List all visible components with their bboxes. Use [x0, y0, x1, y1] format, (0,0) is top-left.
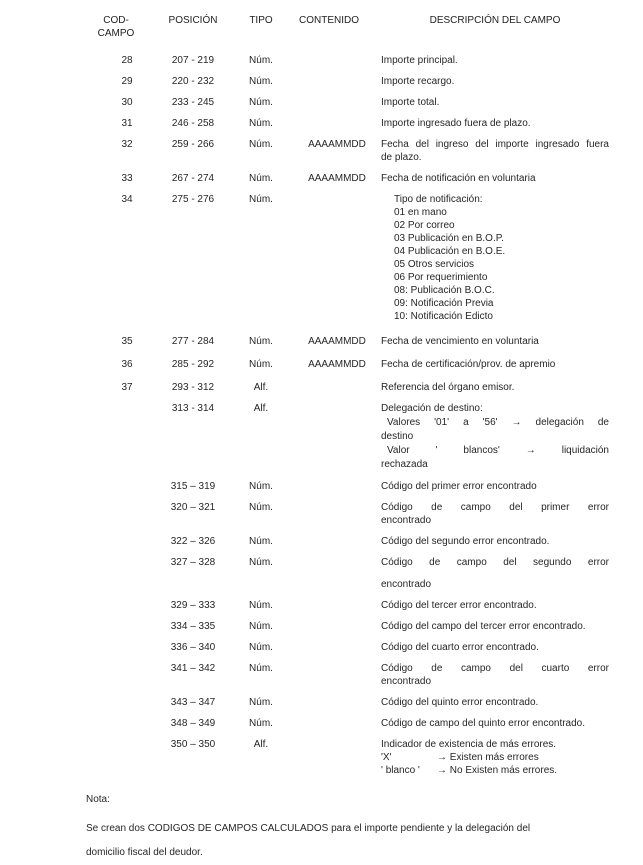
cell-desc: Fecha de vencimiento en voluntaria	[381, 336, 539, 347]
cell-pos: 350 – 350	[170, 739, 216, 750]
value-text: → No Existen más errores.	[437, 765, 558, 776]
cell-tipo: Núm.	[249, 194, 273, 205]
value-key: ' blanco '	[381, 765, 420, 776]
cell-cod: 33	[121, 173, 133, 184]
table-row	[0, 501, 643, 527]
cell-pos: 336 – 340	[170, 642, 216, 653]
table-row	[0, 620, 643, 633]
desc-line: de plazo.	[381, 152, 422, 163]
list-item: 03 Publicación en B.O.P.	[394, 233, 504, 244]
note-section	[86, 793, 643, 865]
value-mapping	[381, 751, 609, 764]
desc-title: Indicador de existencia de más errores.	[381, 739, 557, 750]
table-row	[0, 662, 643, 688]
desc-line: Código de campo del primer error	[381, 502, 609, 513]
header-contenido: CONTENIDO	[299, 15, 359, 26]
cell-cod: 28	[121, 55, 133, 66]
table-row	[0, 75, 643, 88]
cell-tipo: Núm.	[249, 336, 273, 347]
cell-pos: 285 - 292	[171, 359, 215, 370]
table-row	[0, 381, 643, 394]
cell-cont: AAAAMMDD	[308, 139, 366, 150]
cell-tipo: Núm.	[249, 663, 273, 674]
header-tipo: TIPO	[249, 15, 273, 26]
cell-desc: Código del tercer error encontrado.	[381, 600, 537, 611]
cell-cod: 29	[121, 76, 133, 87]
table-row	[0, 172, 643, 185]
desc-line: encontrado	[381, 676, 432, 687]
cell-tipo: Núm.	[249, 55, 273, 66]
cell-cod: 35	[121, 336, 133, 347]
list-item: 09: Notificación Previa	[394, 298, 494, 309]
cell-pos: 329 – 333	[170, 600, 216, 611]
cell-pos: 334 – 335	[170, 621, 216, 632]
value-key: 'X'	[381, 752, 392, 763]
header-posicion: POSICIÓN	[168, 15, 218, 26]
value-mapping	[381, 764, 609, 777]
cell-desc	[381, 556, 609, 591]
table-row	[0, 696, 643, 709]
cell-cod: 32	[121, 139, 133, 150]
desc-line: Valor ' blancos' → liquidación	[387, 445, 609, 456]
desc-title: Tipo de notificación:	[394, 194, 483, 205]
cell-tipo: Núm.	[249, 697, 273, 708]
cell-pos: 246 - 258	[171, 118, 215, 129]
list-item: 08: Publicación B.O.C.	[394, 285, 495, 296]
cell-pos: 293 - 312	[171, 382, 215, 393]
table-row	[0, 54, 643, 67]
cell-pos: 267 - 274	[171, 173, 215, 184]
cell-tipo: Núm.	[249, 557, 273, 568]
table-row	[0, 641, 643, 654]
cell-cod: 30	[121, 97, 133, 108]
cell-tipo: Núm.	[249, 97, 273, 108]
list-item: 05 Otros servicios	[394, 259, 475, 270]
table-row	[0, 402, 643, 472]
cell-tipo: Núm.	[249, 118, 273, 129]
table-row	[0, 717, 643, 730]
cell-cod: 34	[121, 194, 133, 205]
table-row	[0, 193, 643, 323]
cell-desc: Importe ingresado fuera de plazo.	[381, 118, 531, 129]
cell-pos: 320 – 321	[170, 502, 216, 513]
list-item: 04 Publicación en B.O.E.	[394, 246, 506, 257]
cell-tipo: Núm.	[249, 481, 273, 492]
cell-pos: 207 - 219	[171, 55, 215, 66]
table-row	[0, 480, 643, 493]
cell-tipo: Alf.	[253, 403, 269, 414]
cell-desc: Código del campo del tercer error encontrado.	[381, 621, 586, 632]
desc-line: encontrado	[381, 515, 432, 526]
cell-pos: 275 - 276	[171, 194, 215, 205]
cell-tipo: Núm.	[249, 139, 273, 150]
cell-tipo: Núm.	[249, 600, 273, 611]
note-line: domicilio fiscal del deudor.	[86, 847, 203, 858]
cell-tipo: Núm.	[249, 359, 273, 370]
table-row	[0, 738, 643, 777]
cell-desc	[381, 662, 609, 688]
cell-cod: 36	[121, 359, 133, 370]
cell-desc: Fecha de notificación en voluntaria	[381, 173, 536, 184]
list-item: 10: Notificación Edicto	[394, 311, 493, 322]
list-item: 01 en mano	[394, 207, 447, 218]
cell-cod: 37	[121, 382, 133, 393]
note-paragraph	[86, 817, 576, 865]
cell-tipo: Núm.	[249, 536, 273, 547]
table-row	[0, 535, 643, 548]
cell-tipo: Núm.	[249, 173, 273, 184]
cell-pos: 341 – 342	[170, 663, 216, 674]
cell-pos: 233 - 245	[171, 97, 215, 108]
table-row	[0, 117, 643, 130]
cell-desc: Importe recargo.	[381, 76, 455, 87]
desc-line: Código de campo del segundo error	[381, 557, 609, 568]
list-item: 02 Por correo	[394, 220, 455, 231]
cell-pos: 343 – 347	[170, 697, 216, 708]
header-descripcion: DESCRIPCIÓN DEL CAMPO	[429, 15, 561, 26]
cell-tipo: Alf.	[253, 739, 269, 750]
note-label: Nota:	[86, 794, 110, 805]
cell-tipo: Núm.	[249, 76, 273, 87]
desc-line: destino	[381, 431, 414, 442]
cell-desc: Fecha de certificación/prov. de apremio	[381, 359, 556, 370]
desc-line: Fecha del ingreso del importe ingresado fuera	[381, 139, 609, 150]
table-header-row	[0, 14, 643, 40]
desc-line: rechazada	[381, 459, 428, 470]
desc-line: Código de campo del cuarto error	[381, 663, 609, 674]
cell-pos: 327 – 328	[170, 557, 216, 568]
value-text: → Existen más errores	[437, 752, 539, 763]
cell-cod: 31	[121, 118, 133, 129]
table-row	[0, 358, 643, 371]
table-row	[0, 556, 643, 591]
cell-pos: 220 - 232	[171, 76, 215, 87]
cell-desc	[381, 501, 609, 527]
cell-desc: Importe principal.	[381, 55, 458, 66]
cell-tipo: Núm.	[249, 621, 273, 632]
cell-pos: 322 – 326	[170, 536, 216, 547]
cell-desc: Código del segundo error encontrado.	[381, 536, 550, 547]
note-line: Se crean dos CODIGOS DE CAMPOS CALCULADOS para el importe pendiente y la delegación del	[86, 823, 531, 834]
cell-cont: AAAAMMDD	[308, 359, 366, 370]
table-row	[0, 138, 643, 164]
cell-desc	[381, 738, 609, 777]
cell-desc: Referencia del órgano emisor.	[381, 382, 515, 393]
cell-desc: Importe total.	[381, 97, 440, 108]
cell-desc	[381, 138, 609, 164]
cell-tipo: Alf.	[253, 382, 269, 393]
table-row	[0, 335, 643, 348]
table-row	[0, 96, 643, 109]
cell-cont: AAAAMMDD	[308, 173, 366, 184]
cell-pos: 313 - 314	[171, 403, 215, 414]
header-cod-campo: COD-CAMPO	[97, 15, 135, 39]
desc-line: encontrado	[381, 579, 432, 590]
cell-pos: 315 – 319	[170, 481, 216, 492]
cell-desc	[381, 193, 609, 323]
cell-tipo: Núm.	[249, 642, 273, 653]
cell-cont: AAAAMMDD	[308, 336, 366, 347]
desc-title: Delegación de destino:	[381, 403, 483, 414]
list-item: 06 Por requerimiento	[394, 272, 488, 283]
cell-desc: Código del cuarto error encontrado.	[381, 642, 539, 653]
cell-pos: 259 - 266	[171, 139, 215, 150]
cell-tipo: Núm.	[249, 502, 273, 513]
cell-pos: 277 - 284	[171, 336, 215, 347]
cell-desc: Código del quinto error encontrado.	[381, 697, 539, 708]
cell-desc: Código del primer error encontrado	[381, 481, 537, 492]
cell-pos: 348 – 349	[170, 718, 216, 729]
cell-desc: Código de campo del quinto error encontrado.	[381, 718, 586, 729]
table-row	[0, 599, 643, 612]
desc-line: Valores '01' a '56' → delegación de	[387, 417, 609, 428]
cell-desc	[381, 402, 609, 472]
cell-tipo: Núm.	[249, 718, 273, 729]
